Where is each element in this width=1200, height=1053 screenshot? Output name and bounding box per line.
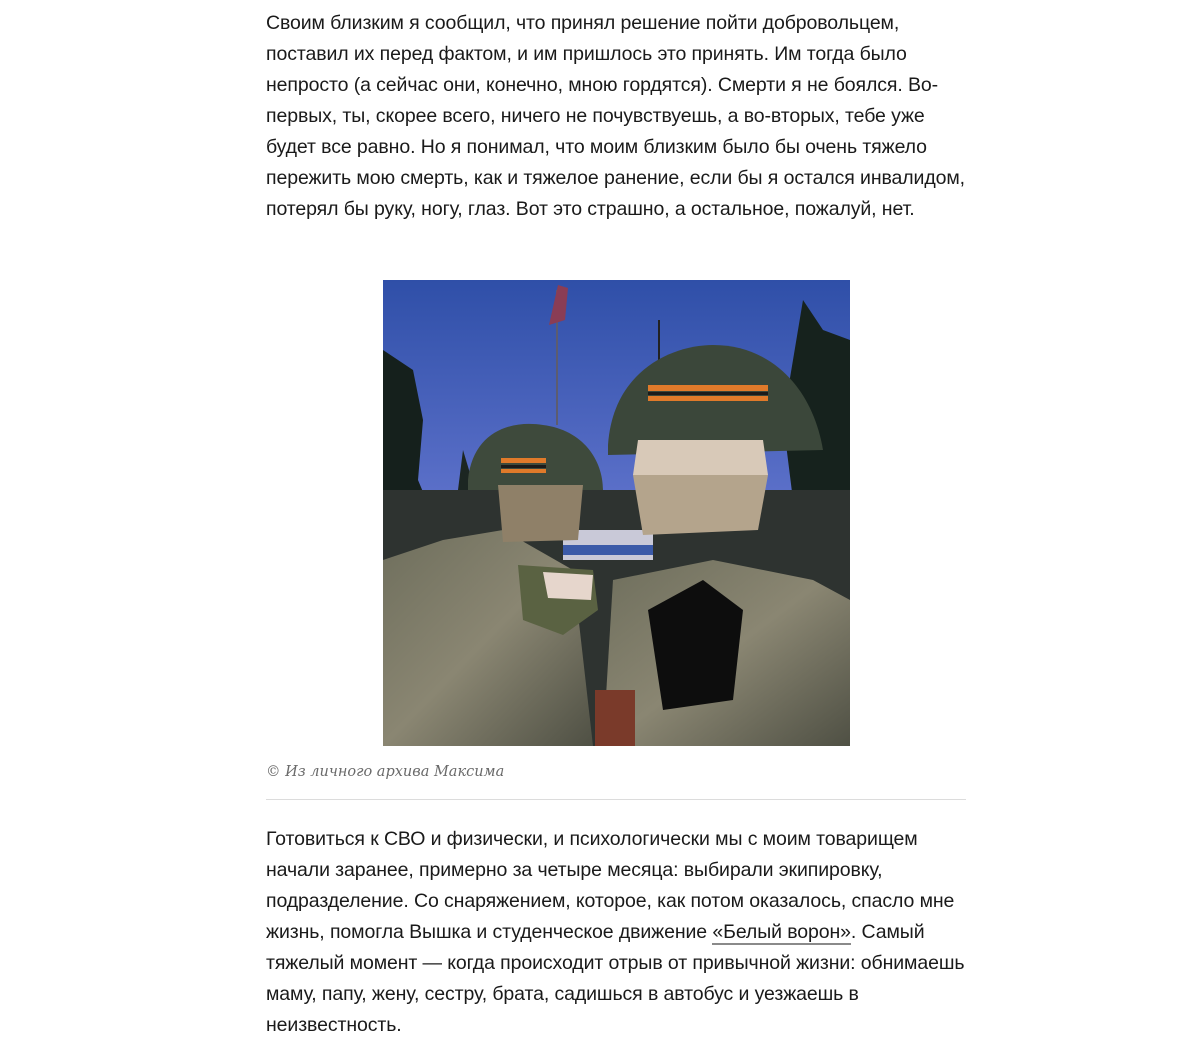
belyi-voron-link[interactable]: «Белый ворон» [712,921,851,943]
paragraph-text: Готовиться к СВО и физически, и психологически мы с моим товарищем начали заранее, примерно за четыре месяца: выбирали экипировку, подразделение. Со снаряжением, которое, как потом оказалось, спасло мне жизнь, помогла Вышка и студенческое движение [266,828,955,943]
article-paragraph: Своим близким я сообщил, что принял решение пойти добровольцем, поставил их перед фактом, и им пришлось это принять. Им тогда было непросто (а сейчас они, конечно, мною гордятся). Смерти я не боялся. Во-первых, ты, скорее всего, ничего не почувствуешь, а во-вторых, тебе уже будет все равно. Но я понимал, что моим близким было бы очень тяжело пережить мою смерть, как и тяжелое ранение, если бы я остался инвалидом, потерял бы руку, ногу, глаз. Вот это страшно, а остальное, пожалуй, нет. [266,12,965,220]
divider [266,799,966,800]
article-photo [383,280,850,746]
article-paragraph [266,824,966,1041]
soldiers-photo-image [383,280,850,746]
photo-caption: © Из личного архива Максима [266,764,505,780]
paragraph-text: . Самый тяжелый момент — когда происходит отрыв от привычной жизни: обнимаешь маму, папу, жену, сестру, брата, садишься в автобус и уезжаешь в неизвестность. [266,921,965,1036]
